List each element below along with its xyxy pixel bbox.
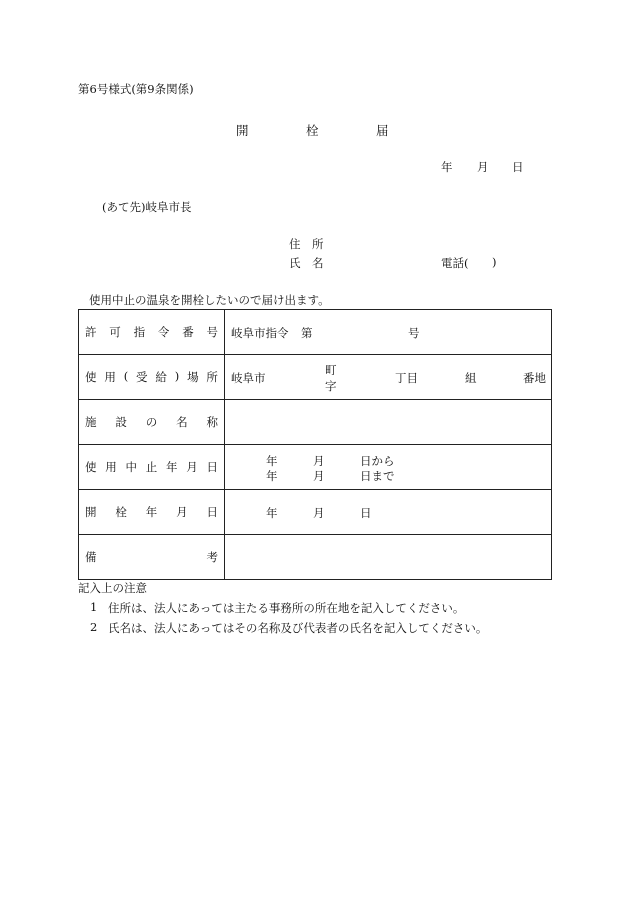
location-banchi: 番地: [523, 371, 546, 385]
stop-to-year: 年: [266, 469, 278, 483]
label-char: 年: [145, 505, 158, 519]
stop-to-day: 日まで: [360, 469, 395, 483]
label-char: 用: [104, 370, 116, 384]
permit-prefix: 岐阜市指令: [231, 326, 289, 340]
remarks-value-cell[interactable]: [225, 535, 552, 580]
row-label-permit: [79, 310, 225, 355]
spread-label: [85, 414, 218, 430]
address-label-char: 所: [312, 237, 324, 251]
note-number: 2: [90, 620, 98, 634]
name-label-char: 氏: [289, 256, 301, 270]
stop-from-day: 日から: [360, 454, 395, 468]
label-char: 日: [206, 460, 218, 474]
title-char: 栓: [306, 123, 319, 138]
label-char: 所: [206, 370, 218, 384]
open-month: 月: [313, 506, 325, 520]
stop-date-value-cell[interactable]: [225, 445, 552, 490]
label-char: 使: [85, 460, 97, 474]
label-char: (: [123, 369, 129, 383]
remarks-left-char: 備: [85, 550, 97, 564]
phone-close: ): [492, 255, 497, 269]
date-month: 月: [477, 160, 489, 174]
label-char: 日: [206, 505, 218, 519]
remarks-right-char: 考: [206, 550, 218, 564]
form-table: [78, 309, 552, 580]
addressee: (あて先)岐阜市長: [102, 200, 192, 214]
note-number: 1: [90, 600, 98, 614]
note-text: 住所は、法人にあっては主たる事務所の所在地を記入してください。: [108, 601, 465, 615]
notes-heading: 記入上の注意: [78, 581, 147, 595]
spread-label: [85, 369, 218, 385]
label-char: 設: [115, 415, 127, 429]
label-char: 号: [206, 325, 218, 339]
label-char: 称: [206, 415, 218, 429]
table-row: [79, 310, 552, 355]
permit-value-cell[interactable]: [225, 310, 552, 355]
row-label-open-date: [79, 490, 225, 535]
label-char: 栓: [115, 505, 127, 519]
label-char: 施: [85, 415, 97, 429]
label-char: 令: [157, 325, 170, 339]
location-city: 岐阜市: [231, 371, 266, 385]
spread-label: [85, 459, 218, 475]
row-label-facility: [79, 400, 225, 445]
address-label-char: 住: [289, 237, 301, 251]
label-char: 中: [125, 460, 137, 474]
label-char: 番: [182, 325, 194, 339]
open-year: 年: [266, 506, 278, 520]
label-char: 場: [187, 370, 199, 384]
label-char: 月: [186, 460, 198, 474]
open-day: 日: [360, 506, 372, 520]
phone-label: 電話(: [441, 256, 469, 270]
permit-dai: 第: [301, 326, 313, 340]
label-char: ): [174, 369, 180, 383]
label-char: 名: [176, 415, 188, 429]
label-char: 開: [85, 505, 97, 519]
table-row: [79, 490, 552, 535]
label-char: 止: [145, 460, 158, 474]
location-aza: 字: [325, 379, 337, 393]
title-char: 開: [236, 123, 249, 138]
label-char: 可: [109, 325, 121, 339]
intro-text: 使用中止の温泉を開栓したいので届け出ます。: [89, 293, 330, 307]
location-chome: 丁目: [395, 371, 418, 385]
label-char: 年: [166, 460, 178, 474]
label-char: の: [145, 415, 158, 429]
label-char: 月: [176, 505, 188, 519]
stop-from-month: 月: [313, 454, 325, 468]
spread-label: [85, 324, 218, 340]
open-date-value-cell[interactable]: [225, 490, 552, 535]
location-machi: 町: [325, 363, 337, 377]
name-label-char: 名: [312, 256, 324, 270]
row-label-location: [79, 355, 225, 400]
date-day: 日: [512, 160, 524, 174]
stop-from-year: 年: [266, 454, 278, 468]
table-row: [79, 535, 552, 580]
label-char: 給: [155, 370, 167, 384]
row-label-remarks: [79, 535, 225, 580]
label-char: 使: [85, 370, 97, 384]
facility-value-cell[interactable]: [225, 400, 552, 445]
form-number: 第6号様式(第9条関係): [78, 82, 194, 96]
note-text: 氏名は、法人にあってはその名称及び代表者の氏名を記入してください。: [108, 621, 488, 635]
permit-go: 号: [408, 326, 420, 340]
label-char: 許: [85, 325, 97, 339]
table-row: [79, 400, 552, 445]
label-char: 受: [136, 370, 148, 384]
table-row: [79, 355, 552, 400]
location-value-cell[interactable]: [225, 355, 552, 400]
title-char: 届: [376, 123, 389, 138]
spread-label: [85, 504, 218, 520]
stop-to-month: 月: [313, 469, 325, 483]
date-year: 年: [441, 160, 453, 174]
label-char: 指: [133, 325, 146, 339]
label-char: 用: [105, 460, 117, 474]
row-label-stop-date: [79, 445, 225, 490]
location-kumi: 組: [465, 371, 477, 385]
table-row: [79, 445, 552, 490]
